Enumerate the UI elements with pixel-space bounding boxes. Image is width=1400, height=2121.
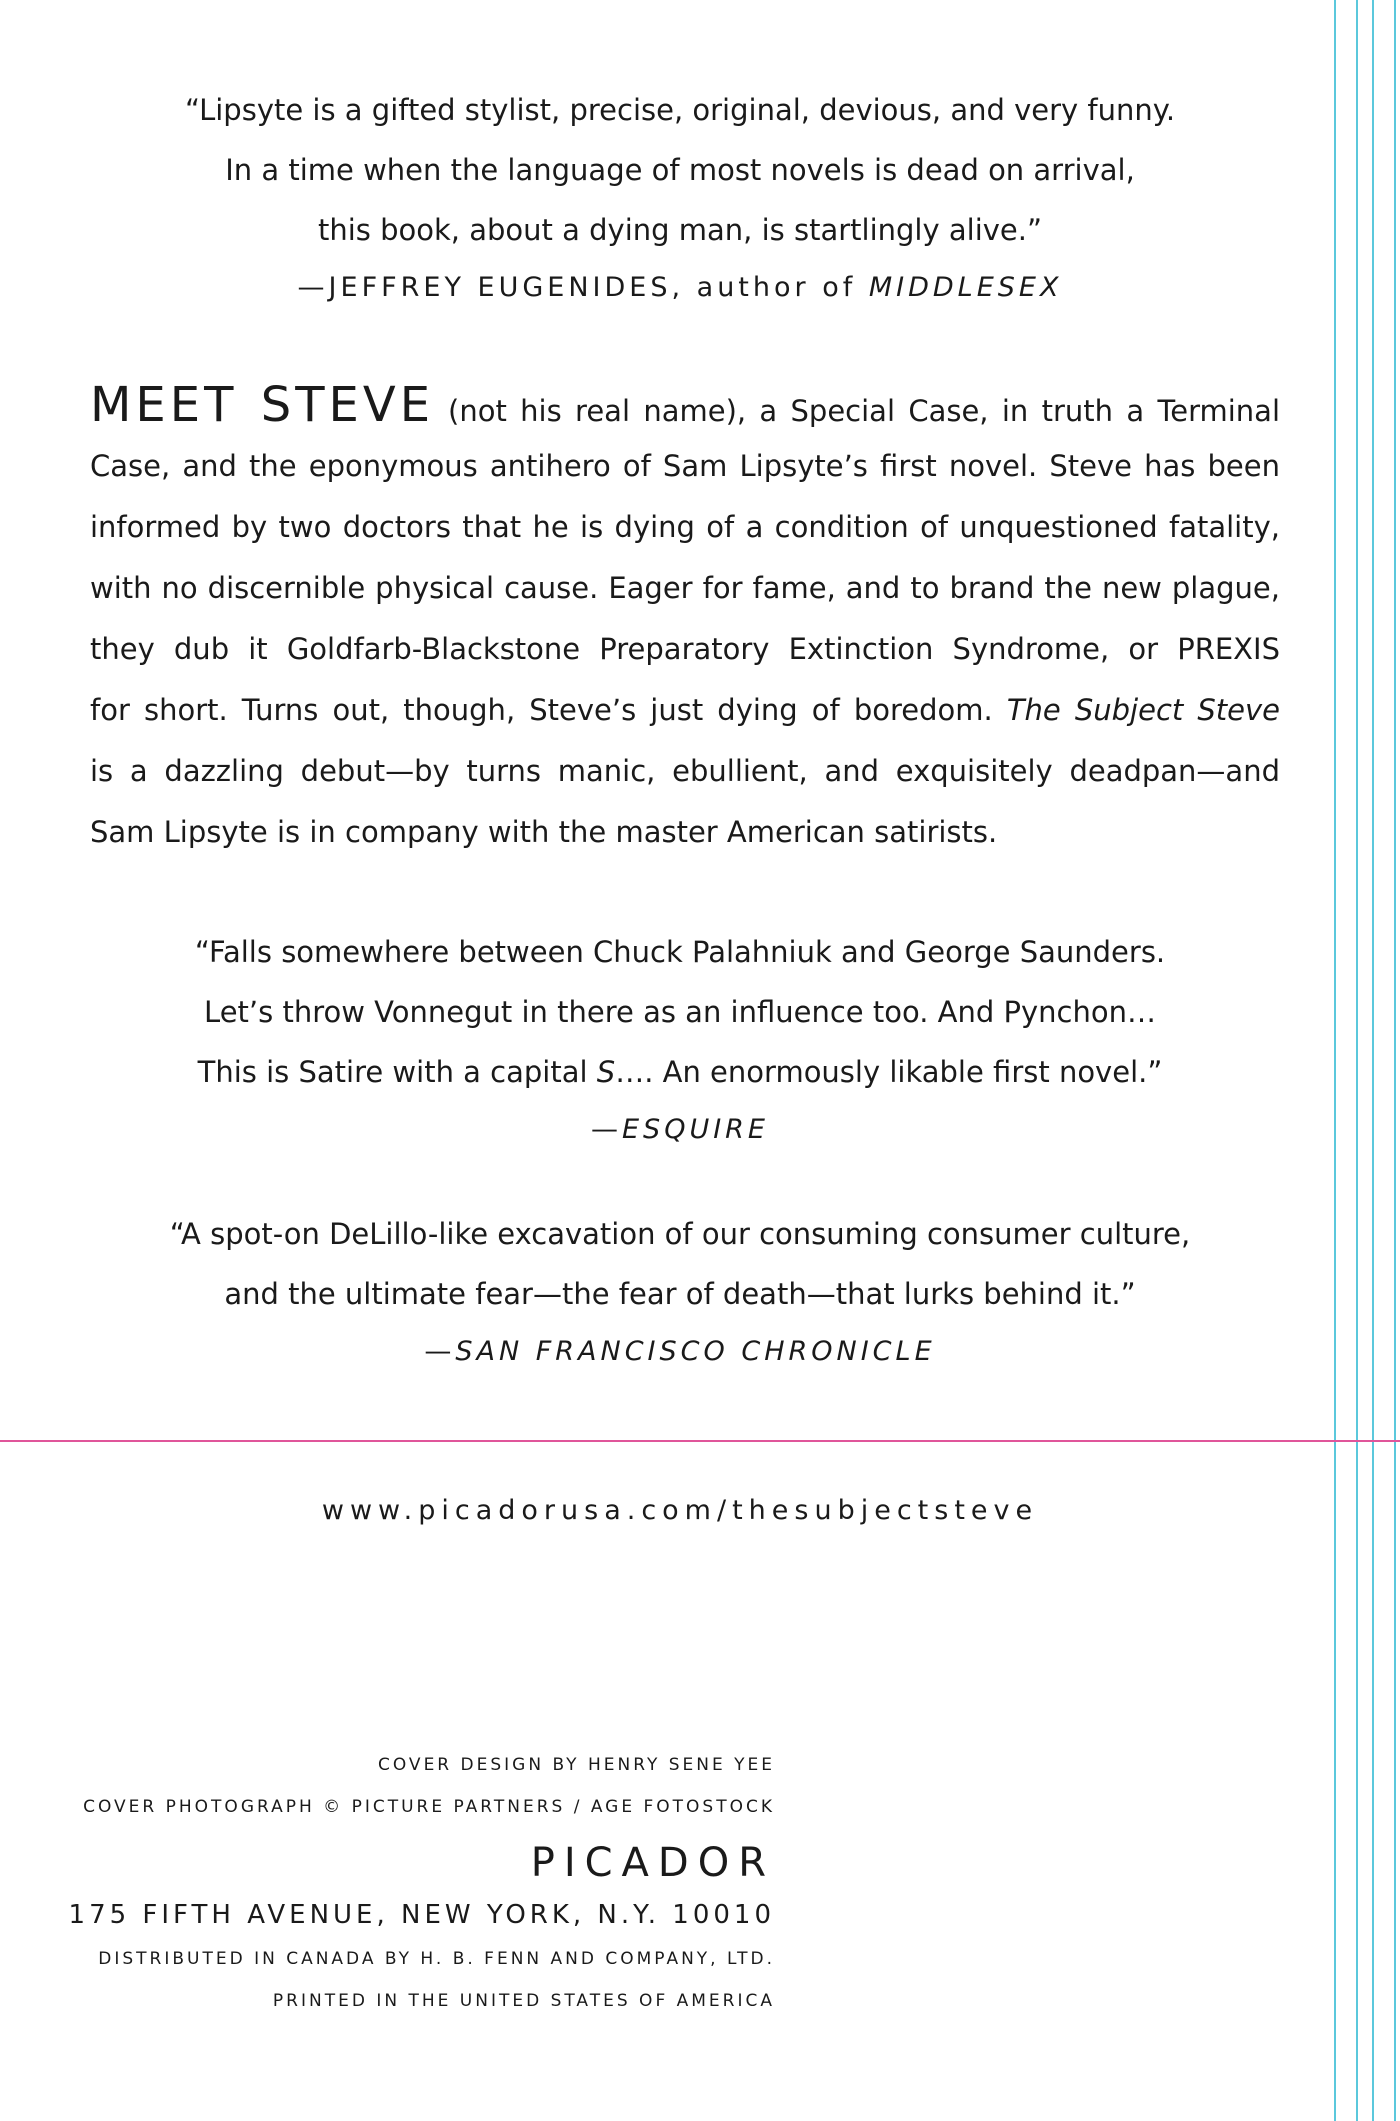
book-title: The Subject Steve [1006, 693, 1280, 727]
guide-line-vertical-3 [1372, 0, 1374, 2121]
cover-design-credit: COVER DESIGN BY HENRY SENE YEE [377, 1755, 775, 1775]
attribution-work: ESQUIRE [622, 1114, 769, 1145]
description-text: for short. Turns out, though, Steve’s just dying of boredom. [90, 693, 1007, 727]
quote-attribution [0, 260, 1360, 316]
distribution-note: DISTRIBUTED IN CANADA BY H. B. FENN AND COMPANY, LTD. [98, 1949, 775, 1969]
attribution-work: MIDDLESEX [868, 272, 1063, 303]
description-line [90, 375, 1280, 436]
quote-line: “Falls somewhere between Chuck Palahniuk and George Saunders. [194, 935, 1166, 969]
quote-line: In a time when the language of most novels is dead on arrival, [225, 153, 1135, 187]
attribution-work: SAN FRANCISCO CHRONICLE [455, 1336, 936, 1367]
description-line: Case, and the eponymous antihero of Sam Lipsyte’s first novel. Steve has been [90, 449, 1280, 483]
eugenides-quote [0, 80, 1360, 316]
quote-emphasis: S [596, 1055, 616, 1089]
quote-text: This is Satire with a capital [197, 1055, 597, 1089]
description-lead: MEET STEVE [90, 377, 435, 433]
guide-line-vertical-4 [1394, 0, 1396, 2121]
printed-note: PRINTED IN THE UNITED STATES OF AMERICA [272, 1991, 775, 2011]
quote-line: this book, about a dying man, is startlingly alive.” [317, 213, 1042, 247]
publisher-name: PICADOR [530, 1840, 775, 1886]
website-url: www.picadorusa.com/thesubjectsteve [321, 1495, 1039, 1526]
guide-line-horizontal [0, 1440, 1400, 1442]
credits-block [60, 1744, 775, 2022]
description-line: is a dazzling debut—by turns manic, ebullient, and exquisitely deadpan—and [90, 754, 1280, 788]
book-description [90, 375, 1280, 863]
quote-attribution [0, 1102, 1360, 1158]
quote-text: …. An enormously likable first novel.” [615, 1055, 1163, 1089]
publisher-address: 175 FIFTH AVENUE, NEW YORK, N.Y. 10010 [68, 1900, 775, 1930]
description-line: with no discernible physical cause. Eager for fame, and to brand the new plague, [90, 571, 1280, 605]
quote-line [0, 1042, 1360, 1102]
attribution-author: —JEFFREY EUGENIDES, author of [297, 272, 869, 303]
quote-line: Let’s throw Vonnegut in there as an influence too. And Pynchon… [204, 995, 1156, 1029]
esquire-quote [0, 922, 1360, 1158]
description-line: Sam Lipsyte is in company with the master American satirists. [90, 815, 998, 849]
description-line [90, 680, 1280, 741]
cover-photo-credit: COVER PHOTOGRAPH © PICTURE PARTNERS / AGE FOTOSTOCK [83, 1797, 775, 1817]
attribution-dash: — [424, 1336, 456, 1367]
description-line: informed by two doctors that he is dying of a condition of unquestioned fatality, [90, 510, 1280, 544]
attribution-dash: — [591, 1114, 622, 1145]
quote-attribution [0, 1324, 1360, 1380]
quote-line: and the ultimate fear—the fear of death—that lurks behind it.” [224, 1277, 1136, 1311]
quote-line: “Lipsyte is a gifted stylist, precise, original, devious, and very funny. [184, 93, 1176, 127]
quote-line: “A spot-on DeLillo-like excavation of our consuming consumer culture, [169, 1217, 1191, 1251]
chronicle-quote [0, 1204, 1360, 1380]
description-line: they dub it Goldfarb-Blackstone Preparatory Extinction Syndrome, or PREXIS [90, 632, 1280, 666]
description-text: (not his real name), a Special Case, in truth a Terminal [448, 394, 1280, 428]
